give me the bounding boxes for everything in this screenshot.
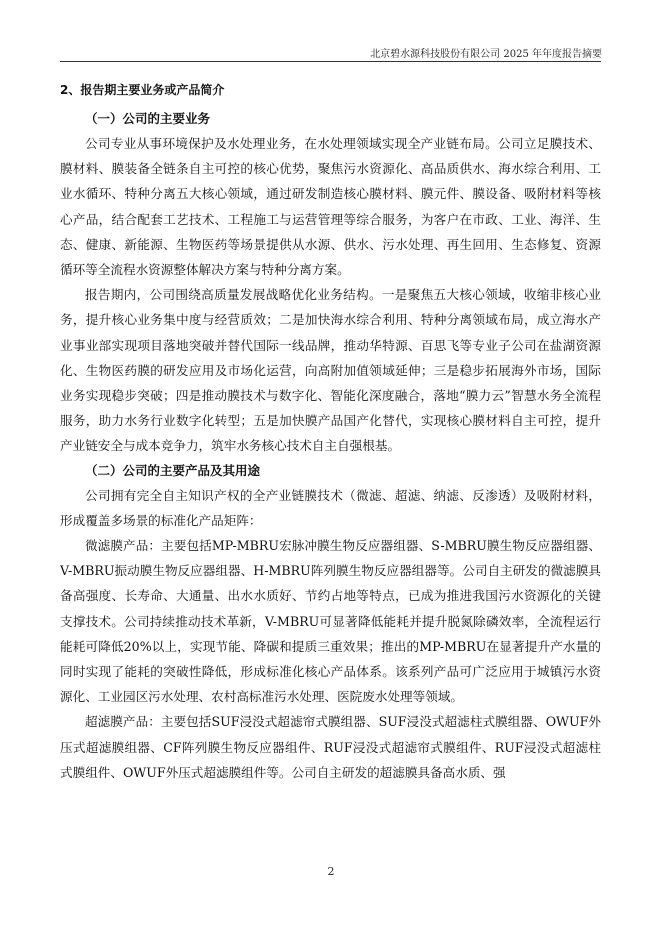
header-rule [60, 61, 601, 62]
paragraph-ultrafiltration: 超滤膜产品：主要包括SUF浸没式超滤帘式膜组器、SUF浸没式超滤柱式膜组器、OWUF外压式超滤膜组器、CF阵列膜生物反应器组件、RUF浸没式超滤帘式膜组件、RUF浸没式超滤柱式膜组件、OWUF外压式超滤膜组件等。公司自主研发的超滤膜具备高水质、强 [60, 714, 601, 780]
running-header: 北京碧水源科技股份有限公司 2025 年年度报告摘要 [370, 49, 602, 60]
paragraph-product-matrix: 公司拥有完全自主知识产权的全产业链膜技术（微滤、超滤、纳滤、反渗透）及吸附材料，形成覆盖多场景的标准化产品矩阵： [60, 487, 601, 528]
paragraph-business-overview: 公司专业从事环境保护及水处理业务，在水处理领域实现全产业链布局。公司立足膜技术、膜材料、膜装备全链条自主可控的核心优势，聚焦污水资源化、高品质供水、海水综合利用、工业水循环、特种分离五大核心领域，通过研发制造核心膜材料、膜元件、膜设备、吸附材料等核心产品，结合配套工艺技术、工程施工与运营管理等综合服务，为客户在市政、工业、海洋、生态、健康、新能源、生物医药等场景提供从水源、供水、污水处理、再生回用、生态修复、资源循环等全流程水资源整体解决方案与特种分离方案。 [60, 136, 601, 278]
paragraph-reporting-period: 报告期内，公司围绕高质量发展战略优化业务结构。一是聚焦五大核心领域，收缩非核心业务，提升核心业务集中度与经营质效；二是加快海水综合利用、特种分离领域布局，成立海水产业事业部实现项目落地突破并替代国际一线品牌，推动华特源、百思飞等专业子公司在盐湖资源化、生物医药膜的研发应用及市场化运营，向高附加值领域延伸；三是稳步拓展海外市场，国际业务实现稳步突破；四是推动膜技术与数字化、智能化深度融合，落地“膜力云”智慧水务全流程服务，助力水务行业数字化转型；五是加快膜产品国产化替代，实现核心膜材料自主可控，提升产业链安全与成本竞争力，筑牢水务核心技术自主自强根基。 [60, 287, 601, 454]
document-body [60, 80, 601, 785]
subsection-heading-main-business: （一）公司的主要业务 [85, 111, 211, 126]
page-number: 2 [327, 865, 335, 878]
subsection-heading-main-products: （二）公司的主要产品及其用途 [85, 462, 261, 478]
section-heading: 2、报告期主要业务或产品简介 [60, 83, 225, 97]
paragraph-microfiltration: 微滤膜产品：主要包括MP-MBRU宏脉冲膜生物反应器组器、S-MBRU膜生物反应器组器、V-MBRU振动膜生物反应器组器、H-MBRU阵列膜生物反应器组器等。公司自主研发的微滤膜具备高强度、长寿命、大通量、出水水质好、节约占地等特点，已成为推进我国污水资源化的关键支撑技术。公司持续推动技术革新，V-MBRU可显著降低能耗并提升脱氮除磷效率，全流程运行能耗可降低20%以上，实现节能、降碳和提质三重效果；推出的MP-MBRU在显著提升产水量的同时实现了能耗的突破性降低，形成标准化核心产品体系。该系列产品可广泛应用于城镇污水资源化、工业园区污水处理、农村高标准污水处理、医院废水处理等领域。 [60, 538, 601, 705]
